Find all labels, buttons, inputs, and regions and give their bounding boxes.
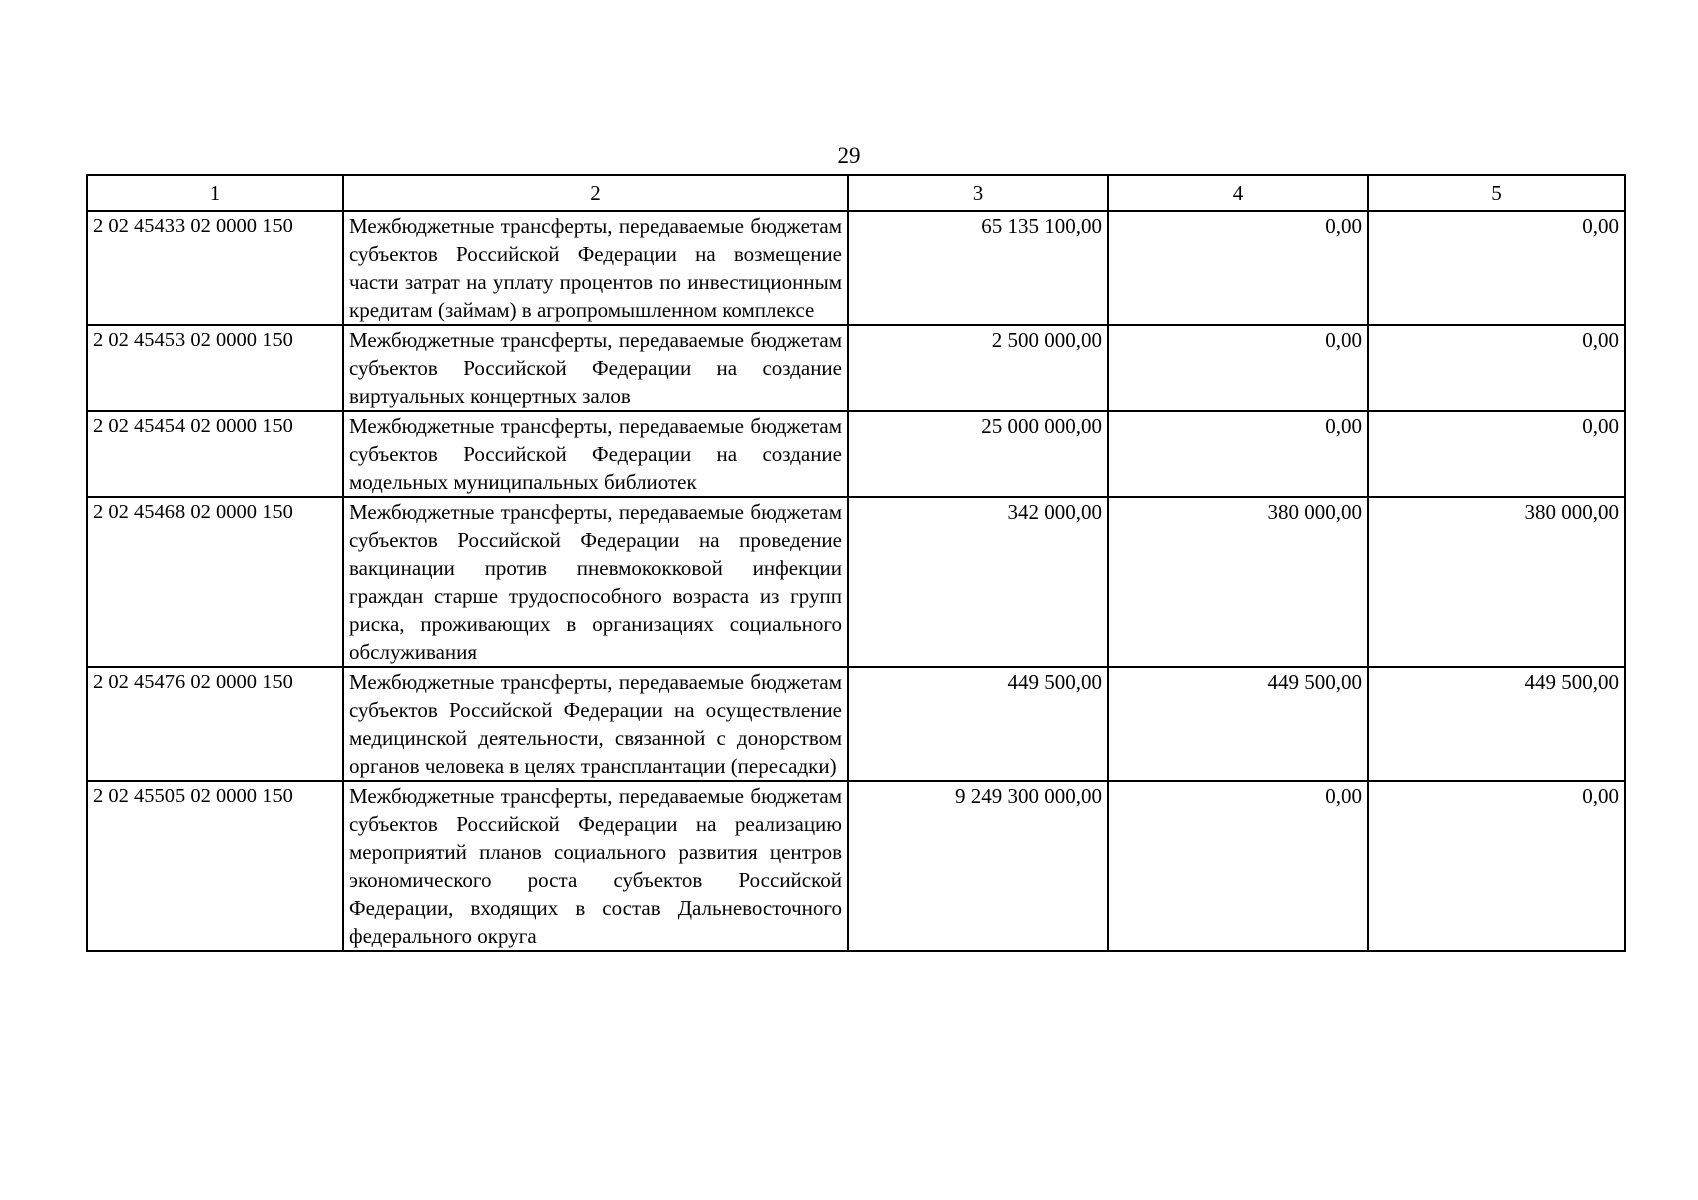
page-number: 29: [837, 143, 861, 168]
table-row: [87, 411, 1625, 497]
table-row: [87, 667, 1625, 781]
budget-code: 2 02 45433 02 0000 150: [87, 211, 343, 325]
amount-col5: 0,00: [1368, 211, 1625, 325]
amount-col3: 25 000 000,00: [848, 411, 1108, 497]
budget-code: 2 02 45468 02 0000 150: [87, 497, 343, 667]
budget-code: 2 02 45505 02 0000 150: [87, 781, 343, 951]
budget-code: 2 02 45476 02 0000 150: [87, 667, 343, 781]
row-description: Межбюджетные трансферты, передаваемые бюджетам субъектов Российской Федерации на осуществление медицинской деятельности, связанной с донорством органов человека в целях трансплантации (пересадки): [343, 667, 848, 781]
amount-col3: 9 249 300 000,00: [848, 781, 1108, 951]
row-description: Межбюджетные трансферты, передаваемые бюджетам субъектов Российской Федерации на создание виртуальных концертных залов: [343, 325, 848, 411]
column-header-3: 3: [848, 175, 1108, 211]
table-row: [87, 325, 1625, 411]
amount-col5: 0,00: [1368, 781, 1625, 951]
row-description: Межбюджетные трансферты, передаваемые бюджетам субъектов Российской Федерации на возмещение части затрат на уплату процентов по инвестиционным кредитам (займам) в агропромышленном комплексе: [343, 211, 848, 325]
table-row: [87, 497, 1625, 667]
amount-col5: 0,00: [1368, 411, 1625, 497]
column-header-4: 4: [1108, 175, 1368, 211]
amount-col4: 0,00: [1108, 211, 1368, 325]
row-description: Межбюджетные трансферты, передаваемые бюджетам субъектов Российской Федерации на реализацию мероприятий планов социального развития центров экономического роста субъектов Российской Федерации, входящих в состав Дальневосточного федерального округа: [343, 781, 848, 951]
column-header-2: 2: [343, 175, 848, 211]
amount-col4: 449 500,00: [1108, 667, 1368, 781]
amount-col4: 0,00: [1108, 781, 1368, 951]
amount-col5: 449 500,00: [1368, 667, 1625, 781]
amount-col3: 2 500 000,00: [848, 325, 1108, 411]
amount-col4: 0,00: [1108, 411, 1368, 497]
table-row: [87, 211, 1625, 325]
budget-code: 2 02 45453 02 0000 150: [87, 325, 343, 411]
amount-col5: 0,00: [1368, 325, 1625, 411]
row-description: Межбюджетные трансферты, передаваемые бюджетам субъектов Российской Федерации на проведение вакцинации против пневмококковой инфекции граждан старше трудоспособного возраста из групп риска, проживающих в организациях социального обслуживания: [343, 497, 848, 667]
amount-col4: 0,00: [1108, 325, 1368, 411]
budget-table: [86, 174, 1626, 952]
header-row: [87, 175, 1625, 211]
amount-col3: 342 000,00: [848, 497, 1108, 667]
budget-code: 2 02 45454 02 0000 150: [87, 411, 343, 497]
table-row: [87, 781, 1625, 951]
amount-col3: 65 135 100,00: [848, 211, 1108, 325]
row-description: Межбюджетные трансферты, передаваемые бюджетам субъектов Российской Федерации на создание модельных муниципальных библиотек: [343, 411, 848, 497]
column-header-5: 5: [1368, 175, 1625, 211]
amount-col4: 380 000,00: [1108, 497, 1368, 667]
column-header-1: 1: [87, 175, 343, 211]
amount-col5: 380 000,00: [1368, 497, 1625, 667]
amount-col3: 449 500,00: [848, 667, 1108, 781]
